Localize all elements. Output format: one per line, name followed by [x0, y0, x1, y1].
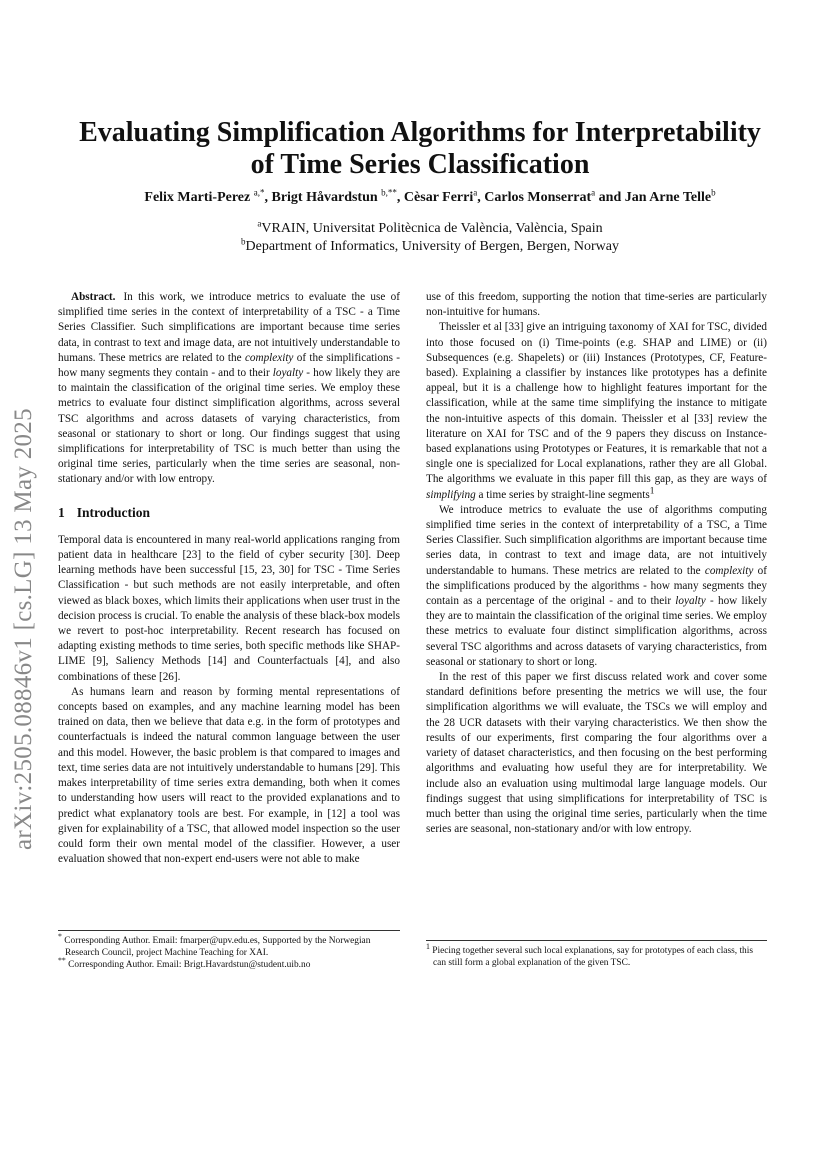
abstract-text: In this work, we introduce metrics to evaluate the use of simplified time series in the context of interpretability of a TSC - a Time Series Classifier. Such simplifications are important because time series data, in contrast to text and image data, are not intuitively understandable to humans. These metrics are related to the: [58, 291, 400, 364]
section-number: 1: [58, 504, 65, 520]
author-name: Carlos Monserrat: [484, 190, 592, 205]
author-name: Brigt Håvardstun: [271, 190, 378, 205]
arxiv-identifier: arXiv:2505.08846v1 [cs.LG] 13 May 2025: [10, 408, 37, 850]
body-paragraph: [426, 320, 767, 502]
paragraph-text: a time series by straight-line segments: [475, 488, 650, 501]
footnote: [426, 941, 767, 969]
title-line-1: Evaluating Simplification Algorithms for Interpretability: [79, 117, 761, 148]
body-paragraph: Temporal data is encountered in many real-world applications ranging from patient data in healthcare [23] to the field of cyber security [30]. Deep learning methods have been successful [15, 23, 30] for TSC - Time Series Classification - but such methods are not easily interpretable, and often viewed as black boxes, which limits their applications when user trust in the decision process is crucial. To enable the analysis of these black-box models we revert to post-hoc interpretability. Recent research has focused on adapting existing methods to time series, both specific methods like SHAP-LIME [9], Saliency Methods [14] and Counterfactuals [4], and also combinations of these [26].: [58, 533, 400, 683]
paragraph-text: We introduce metrics to evaluate the use of algorithms computing simplified time series in the context of interpretability of a TSC, a Time Series Classifier. Such simplification algorithms are important because time series data, in contrast to text and image data, are not intuitively understandable to humans. These metrics are related to the: [426, 503, 767, 577]
affiliation-text: VRAIN, Universitat Politècnica de València, València, Spain: [261, 221, 603, 236]
footnotes-right: [426, 940, 767, 969]
author-name: Felix Marti-Perez: [144, 190, 251, 205]
footnote: [58, 955, 400, 971]
author-affil-mark: a: [473, 187, 478, 198]
section-heading: [58, 505, 400, 520]
affiliation: [60, 238, 800, 256]
author-affil-mark: b,**: [381, 187, 397, 198]
body-paragraph: In the rest of this paper we first discuss related work and cover some standard definitions before presenting the metrics we will use, the four simplification algorithms we will evaluate, the TSCs we will employ and the 28 UCR datasets with their varying characteristics. We then show the results of our experiments, first comparing the four algorithms over a variety of dataset characteristics, and then focusing on the best performing algorithms and evaluating how useful they are for interpretability. We include also an evaluation using multimodal large language models. Our findings suggest that using simplifications for interpretability of TSC is much better than using the original time series, particularly when the time series are seasonal, non-stationary and/or with low entropy.: [426, 671, 767, 836]
title-line-2: of Time Series Classification: [250, 149, 590, 180]
author-list: Felix Marti-Perez $^{a,*}$, Brigt Håvardstun $^{b,**}$, Cèsar Ferri$^a$, Carlos Monserrat$^a$ and Jan Arne Telle$^b$: [144, 187, 716, 205]
abstract-emphasis: loyalty: [272, 367, 304, 380]
affiliation-text: Department of Informatics, University of Bergen, Bergen, Norway: [245, 239, 619, 254]
footnote-rule: [426, 940, 767, 941]
author-affil-mark: a: [591, 187, 596, 198]
paragraph-emphasis: simplifying: [426, 488, 476, 501]
footnote-rule: [58, 930, 400, 931]
affiliations: [60, 220, 800, 256]
body-paragraph: As humans learn and reason by forming mental representations of concepts based on examples, and any machine learning model has been trained on data, then we believe that data e.g. in the form of prototypes and counterfactuals is indeed the natural common language between the user and this model. However, the basic problem is that compared to images and text, time series data are not intuitively understandable to humans [29]. This makes interpretability of time series extra demanding, both when it comes to understanding how users will react to the provided explanations and to predict what explanatory tools are best. For example, in [12] a tool was given for explainability of a TSC, that allowed model inspection so the user could form their own mental model of the classifier. However, a user evaluation showed that non-expert end-users were not able to make: [58, 685, 400, 866]
abstract-emphasis: complexity: [244, 351, 294, 364]
paragraph-text: of the simplifications produced by the algorithms - how many segments they contain as a percentage of the original - and to their: [426, 564, 767, 608]
author-name: Cèsar Ferri: [403, 190, 474, 205]
right-column: [426, 290, 767, 837]
paragraph-emphasis: complexity: [704, 564, 754, 577]
paper-title: [40, 117, 800, 181]
footnote-text: Corresponding Author. Email: Brigt.Havardstun@student.uib.no: [68, 960, 311, 970]
footnote-text: Piecing together several such local explanations, say for prototypes of each class, this can still form a global explanation of the given TSC.: [432, 946, 754, 968]
paragraph-text: Theissler et al [33] give an intriguing taxonomy of XAI for TSC, divided into those focused on (i) Time-points (e.g. SHAP and LIME) or (ii) Subsequences (e.g. Shapelets) or (iii) Instances (Prototypes, CF, Feature-based). Explaining a classifier by instances like prototypes has a definite appeal, but it is a challenge how to highlight features important for the classification, while at the same time simplifying the instance to mitigate the non-intuitive aspects of this domain. Theissler et al [33] review the literature on XAI for TSC and of the 9 papers they discuss on Instance-based explanations using Prototypes or Features, it is remarkable that not a single one is specialized for Local explanations, rather they are all Global. The algorithms we evaluate in this paper fill this gap, as they are ways of: [426, 321, 767, 486]
paragraph-text: - how likely they are to maintain the classification of the original time series. We employ these metrics to evaluate four distinct simplification algorithms, across several TSC algorithms and across datasets of varying characteristics, from seasonal or stationary to short or long.: [426, 595, 767, 668]
affiliation-mark: a: [257, 218, 262, 229]
footnote-text: Corresponding Author. Email: fmarper@upv.edu.es, Supported by the Norwegian Research Council, project Machine Teaching for XAI.: [64, 936, 371, 958]
paragraph-emphasis: loyalty: [675, 595, 706, 608]
left-column: [58, 290, 400, 867]
author-affil-mark: a,*: [253, 187, 265, 198]
footnote-mark: 1: [426, 941, 430, 951]
footnote-mark: **: [58, 955, 66, 965]
abstract-label: Abstract.: [71, 291, 116, 303]
section-title: Introduction: [76, 504, 151, 520]
body-paragraph: use of this freedom, supporting the notion that time-series are particularly non-intuitive for humans.: [426, 291, 767, 319]
footnote-mark: *: [58, 931, 62, 941]
affiliation-mark: b: [241, 236, 246, 247]
abstract-text: of the simplifications - how many segments they contain - and to their: [58, 351, 401, 380]
footnotes-left: [58, 930, 400, 971]
footnote: [58, 931, 400, 959]
abstract: [58, 290, 400, 488]
footnote-marker: 1: [649, 485, 655, 496]
author-name: Jan Arne Telle: [624, 190, 712, 205]
body-paragraph: [426, 503, 767, 670]
author-affil-mark: b: [711, 187, 716, 198]
affiliation: [60, 220, 800, 238]
abstract-text: - how likely they are to maintain the classification of the original time series. We employ these metrics to evaluate four distinct simplification algorithms, across several TSC algorithms and across datasets of varying characteristics, from seasonal or stationary to short or long. Our findings suggest that using simplifications for interpretability of TSC is much better than using the original time series, particularly when the time series are seasonal, non-stationary and/or with low entropy.: [58, 367, 401, 486]
